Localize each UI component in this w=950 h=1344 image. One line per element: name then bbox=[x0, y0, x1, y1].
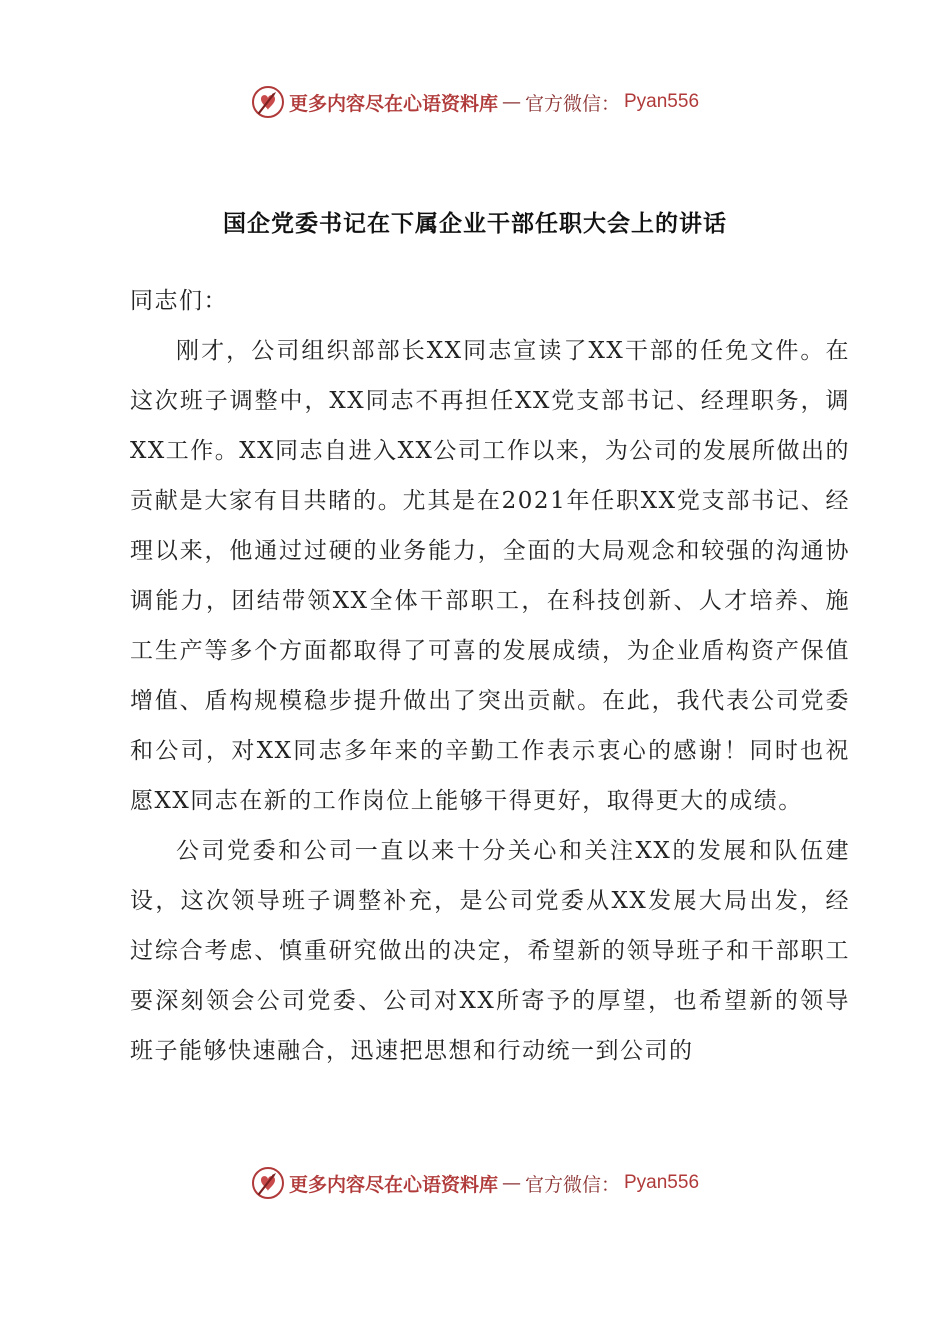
footer-watermark-banner bbox=[0, 1163, 950, 1203]
watermark-wechat-id: Pyan556 bbox=[624, 1172, 700, 1193]
watermark-dash: — bbox=[501, 91, 521, 113]
watermark-main-text: 更多内容尽在心语资料库 bbox=[288, 92, 498, 115]
paragraph: 刚才，公司组织部部长XX同志宣读了XX干部的任免文件。在这次班子调整中，XX同志不再担任XX党支部书记、经理职务，调XX工作。XX同志自进入XX公司工作以来，为公司的发展所做出的贡献是大家有目共睹的。尤其是在2021年任职XX党支部书记、经理以来，他通过过硬的业务能力，全面的大局观念和较强的沟通协调能力，团结带领XX全体干部职工，在科技创新、人才培养、施工生产等多个方面都取得了可喜的发展成绩，为企业盾构资产保值增值、盾构规模稳步提升做出了突出贡献。在此，我代表公司党委和公司，对XX同志多年来的辛勤工作表示衷心的感谢！同时也祝愿XX同志在新的工作岗位上能够干得更好，取得更大的成绩。 bbox=[130, 338, 850, 814]
watermark-sub-text: 官方微信： bbox=[524, 1173, 620, 1196]
watermark-sub-text: 官方微信： bbox=[524, 92, 620, 115]
document-body bbox=[130, 276, 850, 1076]
salutation: 同志们： bbox=[130, 288, 228, 314]
watermark-main-text: 更多内容尽在心语资料库 bbox=[288, 1173, 498, 1196]
paragraph: 公司党委和公司一直以来十分关心和关注XX的发展和队伍建设，这次领导班子调整补充，是公司党委从XX发展大局出发，经过综合考虑、慎重研究做出的决定，希望新的领导班子和干部职工要深刻领会公司党委、公司对XX所寄予的厚望，也希望新的领导班子能够快速融合，迅速把思想和行动统一到公司的 bbox=[130, 838, 850, 1064]
heart-pen-logo-icon bbox=[251, 85, 285, 119]
watermark-wechat-id: Pyan556 bbox=[624, 91, 700, 112]
header-watermark-banner bbox=[0, 82, 950, 122]
heart-pen-logo-icon bbox=[251, 1166, 285, 1200]
watermark-dash: — bbox=[501, 1172, 521, 1194]
document-title: 国企党委书记在下属企业干部任职大会上的讲话 bbox=[223, 210, 727, 237]
